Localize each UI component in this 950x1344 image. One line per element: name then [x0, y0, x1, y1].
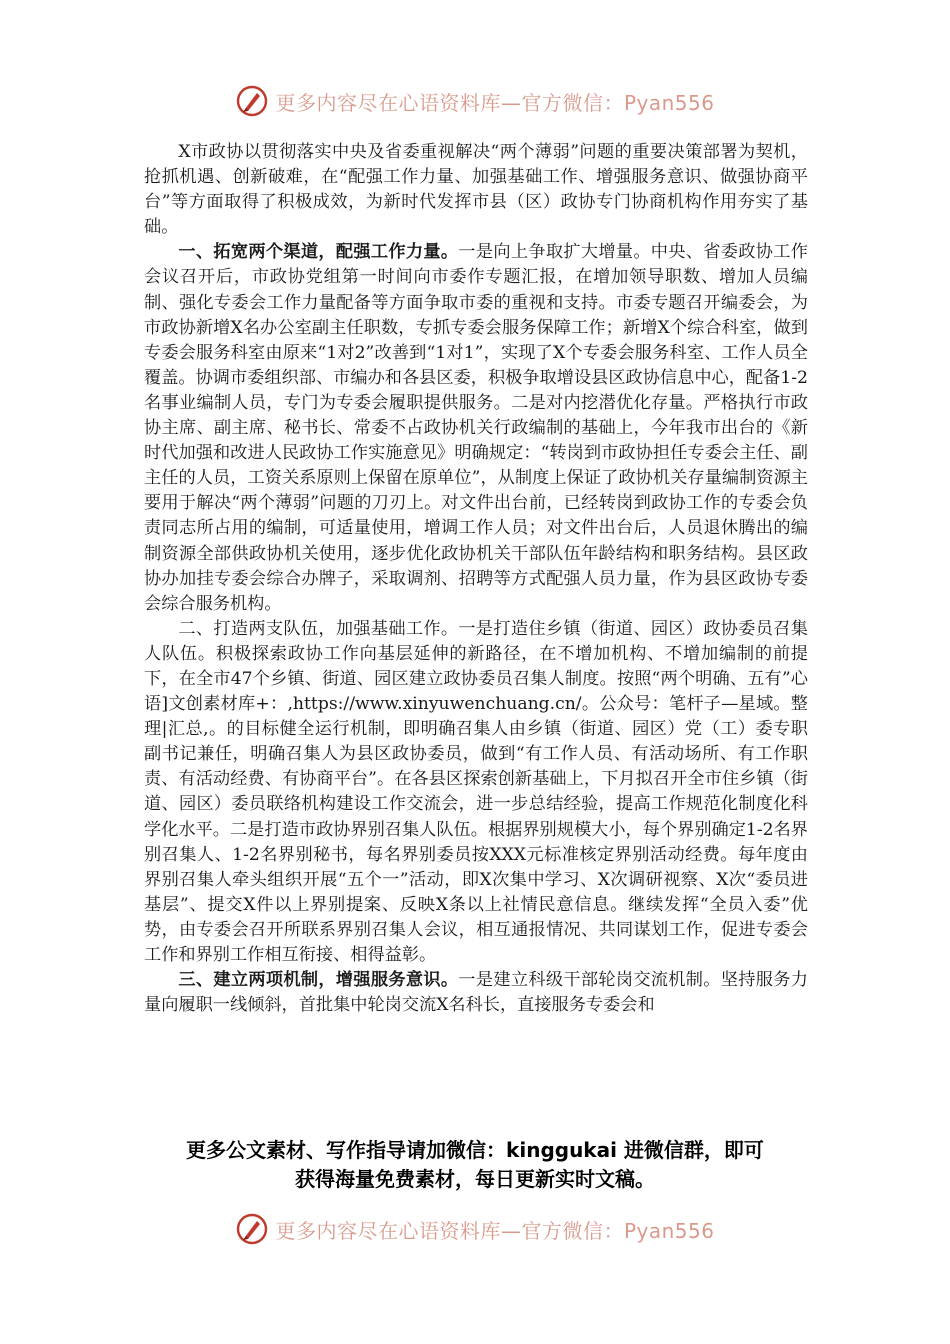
section-3-heading: 三、建立两项机制，增强服务意识。	[178, 970, 459, 991]
section-1-heading: 一、拓宽两个渠道，配强工作力量。	[178, 242, 459, 263]
watermark-header	[0, 84, 950, 118]
paragraph-text: 二、打造两支队伍，加强基础工作。一是打造住乡镇（街道、园区）政协委员召集人队伍。积极探索政协工作向基层延伸的新路径，在不增加机构、不增加编制的前提下，在全市47个乡镇、街道、园区建立政协委员召集人制度。按照“两个明确、五有”心语]文创素材库+：,https://www.xinyuwenchuang.cn/。公众号：笔杆子—星域。整理|汇总,。的目标健全运行机制，即明确召集人由乡镇（街道、园区）党（工）委专职副书记兼任，明确召集人为县区政协委员，做到“有工作人员、有活动场所、有工作职责、有活动经费、有协商平台”。在各县区探索创新基础上，下月拟召开全市住乡镇（街道、园区）委员联络机构建设工作交流会，进一步总结经验，提高工作规范化制度化科学化水平。二是打造市政协界别召集人队伍。根据界别规模大小，每个界别确定1-2名界别召集人、1-2名界别秘书，每名界别委员按XXX元标准核定界别活动经费。每年度由界别召集人牵头组织开展“五个一”活动，即X次集中学习、X次调研视察、X次“委员进基层”、提交X件以上界别提案、反映X条以上社情民意信息。继续发挥“全员入委”优势，由专委会召开所联系界别召集人会议，相互通报情况、共同谋划工作，促进专委会工作和界别工作相互衔接、相得益彰。	[144, 618, 808, 965]
paragraph-section-1	[144, 240, 808, 616]
paragraph-intro	[144, 140, 808, 240]
footer-promo-line-1: 更多公文素材、写作指导请加微信：kinggukai 进微信群，即可	[186, 1138, 764, 1162]
paragraph-section-2	[144, 617, 808, 968]
watermark-text: 更多内容尽在心语资料库—官方微信：Pyan556	[275, 1218, 715, 1243]
paragraph-text: X市政协以贯彻落实中央及省委重视解决“两个薄弱”问题的重要决策部署为契机，抢抓机遇、创新破难，在“配强工作力量、加强基础工作、增强服务意识、做强协商平台”等方面取得了积极成效，为新时代发挥市县（区）政协专门协商机构作用夯实了基础。	[144, 142, 808, 238]
document-body	[144, 140, 808, 1018]
paragraph-section-3	[144, 968, 808, 1018]
watermark-text: 更多内容尽在心语资料库—官方微信：Pyan556	[275, 90, 715, 115]
footer-promo	[100, 1136, 850, 1194]
pen-logo-icon	[235, 84, 269, 118]
paragraph-text: 一是建立科级干部轮岗交流机制。坚持服务力量向履职一线倾斜，首批集中轮岗交流X名科长，直接服务专委会和	[144, 970, 808, 1016]
footer-promo-line-2: 获得海量免费素材，每日更新实时文稿。	[295, 1167, 655, 1191]
paragraph-text: 一是向上争取扩大增量。中央、省委政协工作会议召开后，市政协党组第一时间向市委作专题汇报，在增加领导职数、增加人员编制、强化专委会工作力量配备等方面争取市委的重视和支持。市委专题召开编委会，为市政协新增X名办公室副主任职数，专抓专委会服务保障工作；新增X个综合科室，做到专委会服务科室由原来“1对2”改善到“1对1”，实现了X个专委会服务科室、工作人员全覆盖。协调市委组织部、市编办和各县区委，积极争取增设县区政协信息中心，配备1-2名事业编制人员，专门为专委会履职提供服务。二是对内挖潜优化存量。严格执行市政协主席、副主席、秘书长、常委不占政协机关行政编制的基础上，今年我市出台的《新时代加强和改进人民政协工作实施意见》明确规定：“转岗到市政协担任专委会主任、副主任的人员，工资关系原则上保留在原单位”，从制度上保证了政协机关存量编制资源主要用于解决“两个薄弱”问题的刀刃上。对文件出台前，已经转岗到政协工作的专委会负责同志所占用的编制，可适量使用，增调工作人员；对文件出台后，人员退休腾出的编制资源全部供政协机关使用，逐步优化政协机关干部队伍年龄结构和职务结构。县区政协办加挂专委会综合办牌子，采取调剂、招聘等方式配强人员力量，作为县区政协专委会综合服务机构。	[144, 242, 808, 614]
watermark-footer	[0, 1212, 950, 1246]
pen-logo-icon	[235, 1212, 269, 1246]
